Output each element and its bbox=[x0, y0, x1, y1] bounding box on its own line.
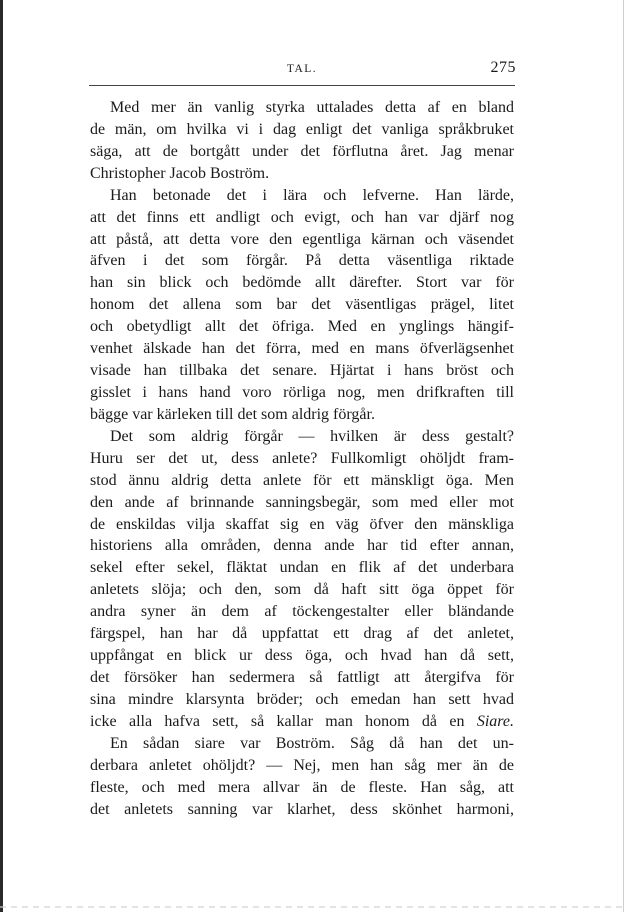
text-line: gisslet i hans hand voro rörliga nog, men drifkraften till bbox=[90, 383, 514, 401]
header-rule bbox=[89, 85, 515, 86]
text-line: visade han tillbaka det senare. Hjärtat i hans bröst och bbox=[90, 362, 514, 380]
emphasis: Siare. bbox=[476, 712, 514, 730]
text-line: Christopher Jacob Boström. bbox=[90, 164, 270, 182]
text-line: honom det allena som bar det väsentligas prägel, litet bbox=[90, 296, 514, 314]
text-line: historiens alla områden, denna ande har tid efter annan, bbox=[90, 537, 514, 555]
page-left-edge bbox=[0, 0, 3, 912]
text-line: Med mer än vanlig styrka uttalades detta af en bland bbox=[110, 99, 514, 116]
text-line: venhet älskade han det förra, med en mans öfverlägsenhet bbox=[90, 340, 514, 358]
body-text bbox=[90, 97, 514, 820]
text-line: att påstå, att detta vore den egentliga kärnan och väsendet bbox=[90, 230, 514, 248]
text-line: den ande af brinnande sanningsbegär, som med eller mot bbox=[90, 493, 514, 511]
text-line: och obetydligt allt det öfriga. Med en ynglings hängif- bbox=[90, 318, 514, 336]
text-line: det anletets sanning var klarhet, dess skönhet harmoni, bbox=[90, 800, 514, 818]
text-line: andra syner än dem af töckengestalter eller bländande bbox=[90, 603, 514, 621]
text-line: sekel efter sekel, fläktat undan en flik af det underbara bbox=[90, 559, 514, 577]
text-line: säga, att de bortgått under det förflutna året. Jag menar bbox=[90, 142, 514, 160]
text-line: att det finns ett andligt och evigt, och han var djärf nog bbox=[90, 208, 514, 226]
text-line: de enskildas vilja skaffat sig en väg öfver den mänskliga bbox=[90, 515, 514, 533]
text-line: Han betonade det i lära och lefverne. Han lärde, bbox=[110, 186, 514, 204]
text-line: fleste, och med mera allvar än de fleste. Han såg, att bbox=[90, 778, 514, 796]
text-line: derbara anletet ohöljdt? — Nej, men han såg mer än de bbox=[90, 756, 514, 774]
text-line: En sådan siare var Boström. Såg då han det un- bbox=[110, 734, 514, 752]
text-line: anletets slöja; och den, som då haft sitt öga öppet för bbox=[90, 581, 514, 599]
text-line: Huru ser det ut, dess anlete? Fullkomligt ohöljdt fram- bbox=[90, 449, 514, 467]
page-number: 275 bbox=[490, 59, 516, 76]
text-line: de män, om hvilka vi i dag enligt det vanliga språkbruket bbox=[90, 120, 514, 138]
text-line: stod ännu aldrig detta anlete för ett mänskligt öga. Men bbox=[90, 471, 514, 489]
text-line: han sin blick och bedömde allt därefter. Stort var för bbox=[90, 274, 514, 292]
text-line: Det som aldrig förgår — hvilken är dess gestalt? bbox=[110, 427, 514, 445]
running-head: TAL. bbox=[286, 63, 318, 75]
text-line: bägge var kärleken till det som aldrig förgår. bbox=[90, 405, 375, 423]
text-line: sina mindre klarsynta bröder; och emedan han sett hvad bbox=[90, 690, 514, 708]
text-line: icke alla hafva sett, så kallar man honom då en Siare. bbox=[90, 712, 514, 730]
page-header bbox=[88, 59, 516, 81]
text-line: uppfångat en blick ur dess öga, och hvad han då sett, bbox=[90, 647, 514, 665]
text-line: det försöker han sedermera så fattligt att återgifva för bbox=[90, 668, 514, 686]
text-line: äfven i det som förgår. På detta väsentliga riktade bbox=[90, 252, 514, 270]
scan-artifact bbox=[0, 906, 624, 908]
text-line: färgspel, han har då uppfattat ett drag af det anletet, bbox=[90, 625, 514, 643]
